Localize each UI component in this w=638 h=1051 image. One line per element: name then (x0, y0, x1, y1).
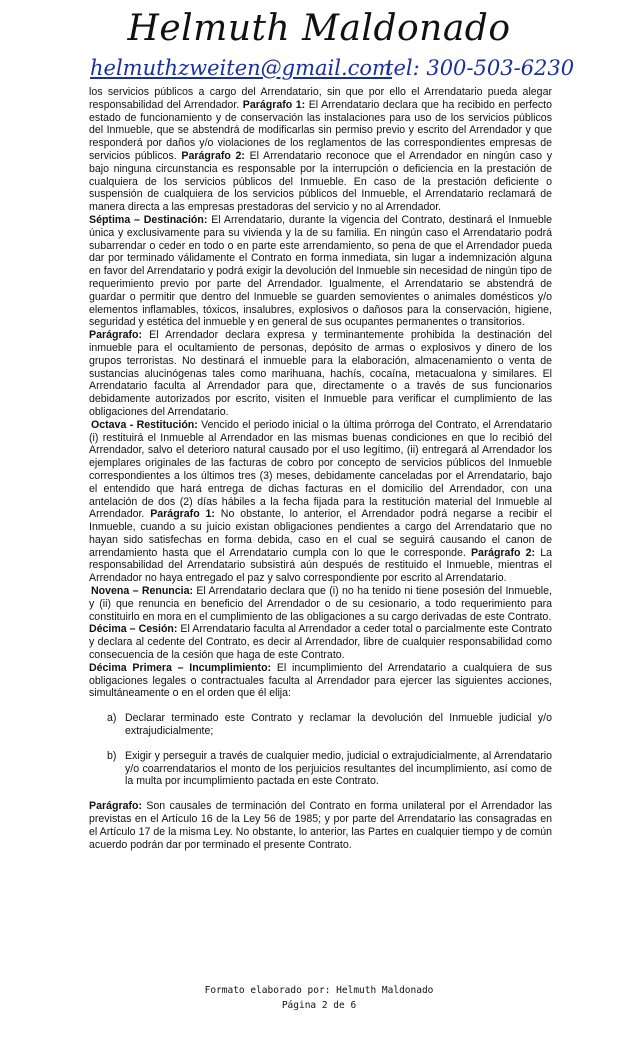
list-item (89, 750, 552, 788)
clause-octava: Octava - Restitución: Vencido el periodo inicial o la última prórroga del Contrato, el Arrendatario (i) restituirá el Inmueble al Arrendador en las mismas buenas condiciones en que lo recibió del Arrendador, salvo el deterioro natural causado por el uso legítimo, (ii) entregará al Arrendador los ejemplares originales de las facturas de cobro por concepto de servicios públicos del Inmueble correspondientes a los últimos tres (3) meses, debidamente canceladas por el Arrendatario, bajo el entendido que hará entrega de dichas facturas en el domicilio del Arrendador, con una antelación de dos (2) días hábiles a la fecha fijada para la restitución material del Inmueble al Arrendador. Parágrafo 1: No obstante, lo anterior, el Arrendador podrá negarse a recibir el Inmueble, cuando a su juicio existan obligaciones pendientes a cargo del Arrendatario que no hayan sido satisfechas en forma debida, caso en el cual se seguirá causando el canon de arrendamiento hasta que el Arrendatario cumpla con lo que le corresponde. Parágrafo 2: La responsabilidad del Arrendatario subsistirá aún después de restituido el Inmueble, mientras el Arrendador no haya entregado el paz y salvo correspondiente por escrito al Arrendatario. (89, 418, 553, 585)
phone-number: tel: 300-503-6230 (385, 56, 575, 80)
clause-paragrafo-terminacion: Parágrafo: Son causales de terminación del Contrato en forma unilateral por el Arrendador las previstas en el Artículo 16 de la Ley 56 de 1985; y por parte del Arrendatario las consagradas en el Artículo 17 de la misma Ley. No obstante, lo anterior, las Partes en cualquier tiempo y de común acuerdo podrán dar por terminado el presente Contrato. (89, 800, 552, 851)
author-name-heading: Helmuth Maldonado (127, 8, 511, 49)
list-item-text: Exigir y perseguir a través de cualquier medio, judicial o extrajudicialmente, al Arrendatario y/o coarrendatarios el monto de los perjuicios resultantes del incumplimiento, así como de la multa por incumplimiento pactada en este Contrato. (125, 749, 552, 788)
list-marker: b) (107, 749, 117, 762)
clause-novena: Novena – Renuncia: El Arrendatario declara que (i) no ha tenido ni tiene posesión del Inmueble, y (ii) que renuncia en beneficio del Arrendador o de su cesionario, a todo requerimiento para constituirlo en mora en el cumplimiento de las obligaciones a su cargo derivadas de este Contrato. (89, 585, 552, 623)
list-marker: a) (107, 712, 117, 725)
email-link[interactable]: helmuthzweiten@gmail.com (90, 56, 392, 80)
list-item-text: Declarar terminado este Contrato y reclamar la devolución del Inmueble judicial y/o extrajudicialmente; (125, 712, 552, 738)
actions-list (89, 712, 552, 788)
page-number: Página 2 de 6 (281, 1000, 357, 1011)
document-body (89, 86, 552, 851)
clause-septima: Séptima – Destinación: El Arrendatario, durante la vigencia del Contrato, destinará el Inmueble única y exclusivamente para su vivienda y la de su familia. En ningún caso el Arrendatario podrá subarrendar o ceder en todo o en parte este arrendamiento, so pena de que el Arrendador pueda dar por terminado válidamente el Contrato en forma inmediata, sin lugar a indemnización alguna en favor del Arrendatario y podrá exigir la devolución del Inmueble sin necesidad de ningún tipo de requerimiento previo por parte del Arrendador. Igualmente, el Arrendatario se abstendrá de guardar o permitir que dentro del Inmueble se guarden semovientes o animales domésticos y/o elementos inflamables, tóxicos, insalubres, explosivos o dañosos para la conservación, higiene, seguridad y estética del inmueble y en general de sus ocupantes permanentes o transitorios. (89, 213, 552, 329)
list-item (89, 712, 552, 738)
footer-credit: Formato elaborado por: Helmuth Maldonado (204, 985, 434, 996)
clause-decima: Décima – Cesión: El Arrendatario faculta al Arrendador a ceder total o parcialmente este Contrato y declara al cedente del Contrato, es decir al Arrendador, libre de cualquier responsabilidad como consecuencia de la cesión que haga de este Contrato. (89, 623, 552, 662)
clause-paragrafo-destinacion: Parágrafo: El Arrendador declara expresa y terminantemente prohibida la destinación del inmueble para el ocultamiento de personas, depósito de armas o explosivos y dinero de los grupos terroristas. No destinará el inmueble para la elaboración, almacenamiento o venta de sustancias alucinógenas tales como marihuana, hachís, cocaína, metacualona y similares. El Arrendatario faculta al Arrendador para que, directamente o a través de sus funcionarios debidamente autorizados por escrito, visiten el Inmueble para verificar el cumplimiento de las obligaciones del Arrendatario. (89, 329, 552, 418)
paragraph-servicios: los servicios públicos a cargo del Arrendatario, sin que por ello el Arrendatario pueda alegar responsabilidad del Arrendador. Parágrafo 1: El Arrendatario declara que ha recibido en perfecto estado de funcionamiento y de conservación las instalaciones para uso de los servicios públicos del Inmueble, que se abstendrá de modificarlas sin permiso previo y escrito del Arrendador y que responderá por daños y/o violaciones de los reglamentos de las correspondientes empresas de servicios públicos. Parágrafo 2: El Arrendatario reconoce que el Arrendador en ningún caso y bajo ninguna circunstancia es responsable por la interrupción o deficiencia en la prestación de cualquiera de los servicios públicos del Inmueble. En caso de la prestación deficiente o suspensión de cualquiera de los servicios públicos del Inmueble, el Arrendatario reclamará de manera directa a las empresas prestadoras del servicio y no al Arrendador. (89, 86, 553, 214)
clause-decima-primera: Décima Primera – Incumplimiento: El incumplimiento del Arrendatario a cualquiera de sus obligaciones legales o contractuales faculta al Arrendador para ejercer las siguientes acciones, simultáneamente o en el orden que él elija: (89, 661, 552, 700)
